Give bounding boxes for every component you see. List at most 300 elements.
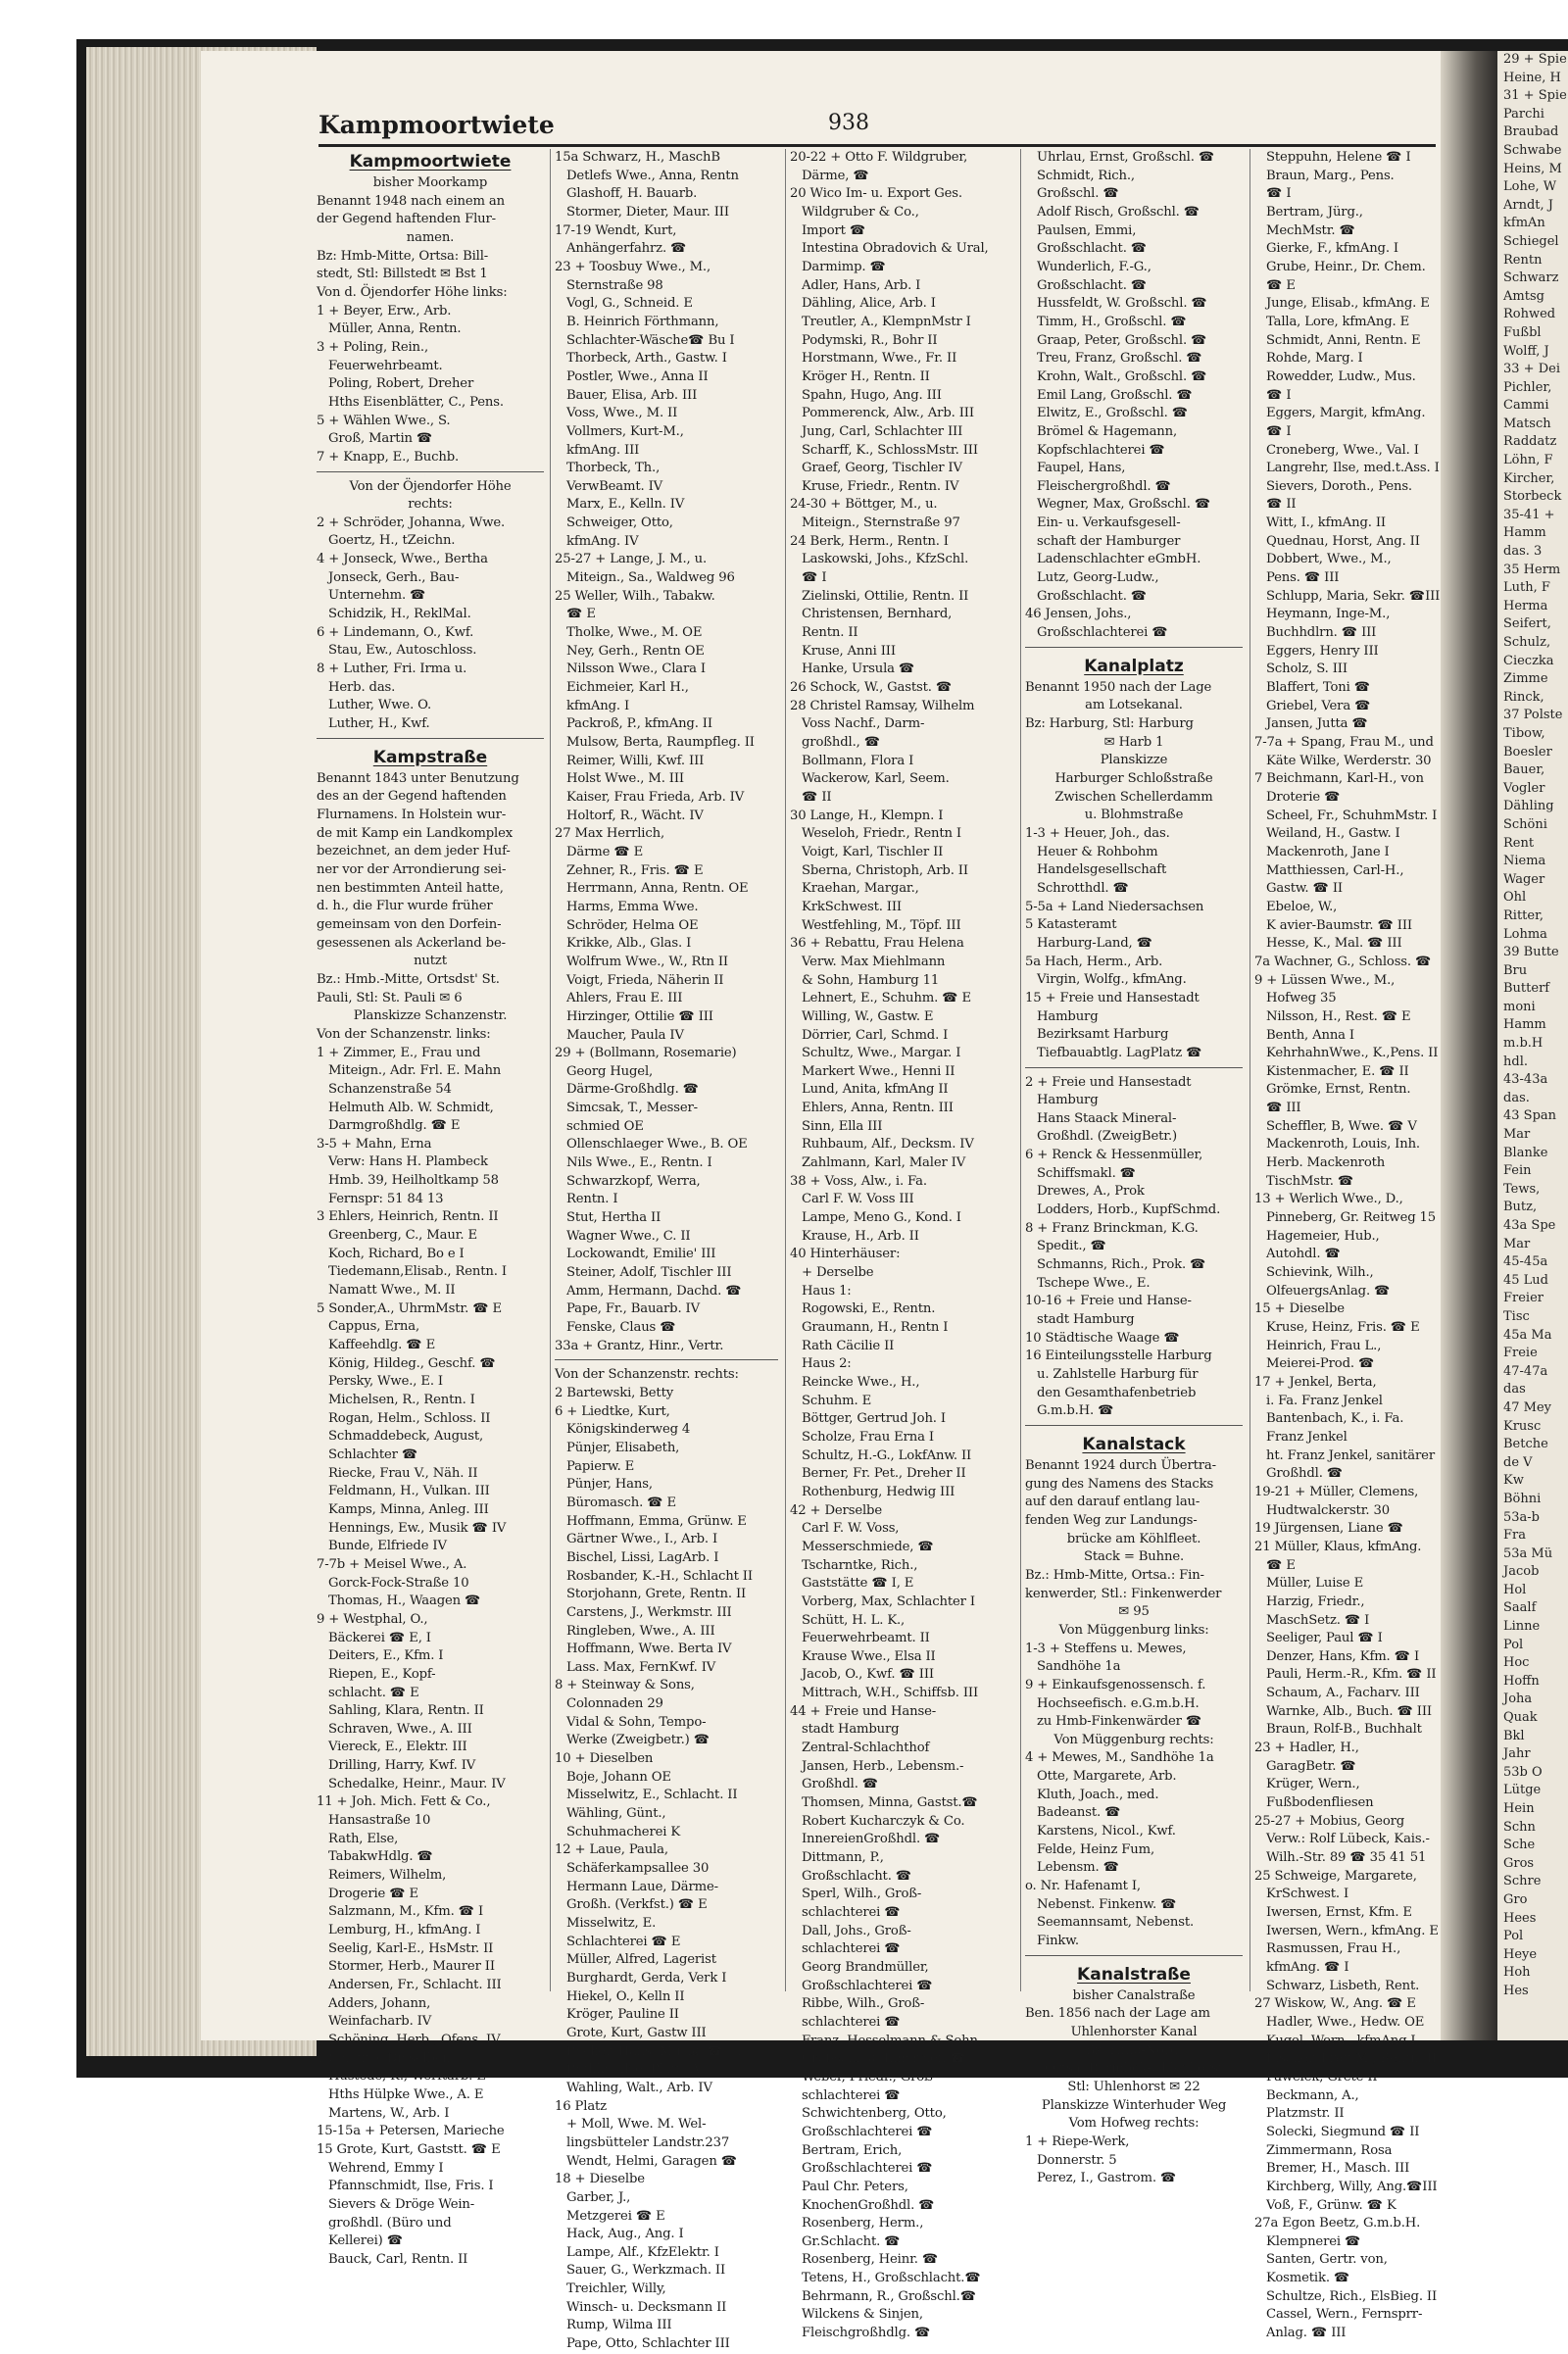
directory-line: Messerschmiede, ☎ bbox=[802, 1539, 934, 1554]
directory-line: Bäckerei ☎ E, I bbox=[328, 1630, 431, 1645]
directory-line: 8 + Franz Brinckman, K.G. bbox=[1025, 1220, 1199, 1236]
directory-line: 42 + Derselbe bbox=[790, 1502, 882, 1518]
facing-page-line: Blanke bbox=[1503, 1145, 1548, 1160]
directory-line: Treu, Franz, Großschl. ☎ bbox=[1037, 351, 1202, 367]
facing-page-line: 45a Ma bbox=[1503, 1327, 1552, 1343]
directory-line: 46 Jensen, Johs., bbox=[1025, 607, 1132, 622]
directory-line: Rasmussen, Frau H., bbox=[1266, 1941, 1401, 1957]
directory-line: Sberna, Christoph, Arb. II bbox=[802, 862, 968, 878]
facing-page-line: 35-41 + bbox=[1503, 507, 1555, 522]
directory-line: Flurnamens. In Holstein wur- bbox=[317, 808, 507, 822]
directory-line: Storjohann, Grete, Rentn. II bbox=[566, 1587, 747, 1602]
directory-line: namen. bbox=[406, 229, 455, 245]
directory-line: Kugel, Wern., kfmAng I bbox=[1266, 2033, 1416, 2048]
directory-line: Weiland, H., Gastw. I bbox=[1266, 826, 1400, 842]
facing-page-line: Sche bbox=[1503, 1838, 1536, 1853]
directory-line: Schraven, Wwe., A. III bbox=[328, 1721, 472, 1737]
directory-line: 15a Schwarz, H., MaschB bbox=[555, 150, 720, 165]
directory-line: Luther, H., Kwf. bbox=[328, 716, 430, 732]
directory-line: Hmb. 39, Heilholtkamp 58 bbox=[328, 1173, 499, 1189]
directory-line: de mit Kamp ein Landkomplex bbox=[317, 825, 514, 841]
directory-line: Adler, Hans, Arb. I bbox=[802, 277, 921, 293]
facing-page-line: Arndt, J bbox=[1503, 197, 1553, 213]
directory-line: Brömel & Hagemann, bbox=[1037, 423, 1178, 439]
facing-page-line: Boesler bbox=[1503, 744, 1552, 760]
directory-line: Griebel, Vera ☎ bbox=[1266, 698, 1371, 713]
directory-line: bisher Moorkamp bbox=[372, 175, 488, 190]
directory-line: 17-19 Wendt, Kurt, bbox=[555, 222, 677, 238]
facing-page-line: Schwarz bbox=[1503, 270, 1559, 286]
directory-line: Wildgruber & Co., bbox=[802, 204, 919, 220]
directory-line: schmied OE bbox=[566, 1118, 644, 1134]
directory-line: Buchhdlrn. ☎ III bbox=[1266, 625, 1377, 641]
directory-line: Wackerow, Karl, Seem. bbox=[802, 771, 950, 787]
facing-page-line: Matsch bbox=[1503, 416, 1551, 431]
directory-line: Thorbeck, Th., bbox=[566, 461, 661, 476]
directory-line: Boje, Johann OE bbox=[566, 1769, 671, 1785]
directory-line: Großhdl. ☎ bbox=[1266, 1466, 1344, 1482]
directory-line: Witt, I., kfmAng. II bbox=[1266, 515, 1386, 531]
directory-line: Därme-Großhdlg. ☎ bbox=[566, 1082, 699, 1098]
directory-line: 1-3 + Steffens u. Mewes, bbox=[1025, 1641, 1187, 1656]
facing-page-line: Heins, M bbox=[1503, 161, 1562, 176]
directory-line: Sauer, G., Werkzmach. II bbox=[566, 2263, 726, 2279]
directory-line: 13 + Werlich Wwe., D., bbox=[1254, 1192, 1403, 1207]
facing-page-line: 45 Lud bbox=[1503, 1272, 1549, 1288]
directory-line: 27 Wiskow, W., Ang. ☎ E bbox=[1254, 1996, 1416, 2012]
directory-line: 33a + Grantz, Hinr., Vertr. bbox=[555, 1338, 724, 1353]
directory-line: Rath Cäcilie II bbox=[802, 1338, 895, 1353]
directory-line: Zwischen Schellerdamm bbox=[1054, 789, 1213, 805]
directory-line: großhdl. (Büro und bbox=[328, 2215, 452, 2231]
directory-line: Graumann, H., Rentn I bbox=[802, 1320, 949, 1335]
directory-line: Großschlacht. ☎ bbox=[802, 1868, 912, 1884]
directory-line: Bz: Harburg, Stl: Harburg bbox=[1025, 716, 1194, 732]
directory-line: Colonnaden 29 bbox=[566, 1696, 663, 1712]
directory-line: u. Zahlstelle Harburg für bbox=[1037, 1367, 1199, 1382]
directory-line: 2 Bartewski, Betty bbox=[555, 1385, 674, 1400]
facing-page-line: Fra bbox=[1503, 1528, 1526, 1544]
directory-line: Pfannschmidt, Ilse, Fris. I bbox=[328, 2179, 494, 2194]
directory-line: 8 + Steinway & Sons, bbox=[555, 1678, 695, 1693]
directory-line: bisher Canalstraße bbox=[1072, 1987, 1196, 2003]
section-divider bbox=[1025, 1955, 1243, 1962]
directory-line: Riepen, E., Kopf- bbox=[328, 1666, 436, 1682]
directory-line: Seemannsamt, Nebenst. bbox=[1037, 1915, 1195, 1931]
directory-line: ☎ I bbox=[1266, 387, 1292, 403]
directory-line: Schultz, Wwe., Margar. I bbox=[802, 1046, 961, 1061]
facing-page-line: Storbeck bbox=[1503, 489, 1562, 505]
directory-line: Franz Jenkel bbox=[1266, 1429, 1348, 1445]
directory-line: Schmaddebeck, August, bbox=[328, 1429, 484, 1445]
directory-line: Tschepe Wwe., E. bbox=[1037, 1275, 1151, 1291]
directory-line: KrSchwest. I bbox=[1266, 1887, 1349, 1902]
directory-line: Luther, Wwe. O. bbox=[328, 698, 432, 713]
directory-line: Schmidt, Rich., bbox=[1037, 168, 1135, 183]
directory-line: König, Hildeg., Geschf. ☎ bbox=[328, 1355, 496, 1371]
directory-line: Thomsen, Minna, Gastst.☎ bbox=[802, 1795, 978, 1811]
directory-line: Ney, Gerh., Rentn OE bbox=[566, 643, 705, 659]
directory-line: Schultze, Rich., ElsBieg. II bbox=[1266, 2288, 1438, 2304]
directory-line: Schütt, H. L. K., bbox=[802, 1612, 906, 1628]
directory-line: Bz.: Hmb-Mitte, Ortsa.: Fin- bbox=[1025, 1567, 1204, 1583]
facing-page-line: Schulz, bbox=[1503, 635, 1551, 650]
directory-line: 9 + Westphal, O., bbox=[317, 1611, 428, 1627]
directory-line: 20-22 + Otto F. Wildgruber, bbox=[790, 150, 968, 165]
directory-line: Großschlacht. ☎ bbox=[1037, 277, 1148, 293]
directory-line: Cappus, Erna, bbox=[328, 1319, 420, 1335]
directory-line: Elwitz, E., Großschl. ☎ bbox=[1037, 406, 1188, 421]
section-divider bbox=[1025, 647, 1243, 654]
facing-page-line: Luth, F bbox=[1503, 580, 1550, 596]
directory-line: Helmuth Alb. W. Schmidt, bbox=[328, 1100, 494, 1115]
directory-line: 38 + Voss, Alw., i. Fa. bbox=[790, 1173, 927, 1189]
directory-line: Zehner, R., Fris. ☎ E bbox=[566, 862, 704, 878]
directory-line: ☎ II bbox=[1266, 497, 1297, 513]
directory-line: Wagner Wwe., C. II bbox=[566, 1228, 691, 1244]
street-heading: Kanalstack bbox=[1082, 1434, 1186, 1454]
directory-line: Harms, Emma Wwe. bbox=[566, 899, 699, 914]
directory-line: Sternstraße 98 bbox=[566, 277, 663, 293]
directory-line: Scheel, Fr., SchuhmMstr. I bbox=[1266, 808, 1438, 823]
directory-line: Iwersen, Wern., kfmAng. E bbox=[1266, 1923, 1439, 1938]
directory-line: Planskizze bbox=[1100, 753, 1168, 768]
directory-line: Metzgerei ☎ E bbox=[566, 2208, 665, 2224]
facing-page-line: moni bbox=[1503, 999, 1536, 1014]
directory-line: Grömke, Ernst, Rentn. bbox=[1266, 1082, 1411, 1098]
directory-line: Robert Kucharczyk & Co. bbox=[802, 1813, 965, 1829]
directory-line: Großschlacht. ☎ bbox=[1037, 588, 1148, 604]
directory-line: Rosenberg, Heinr. ☎ bbox=[802, 2252, 939, 2268]
facing-page-line: das bbox=[1503, 1382, 1526, 1398]
directory-line: Schuhmacherei K bbox=[566, 1824, 681, 1839]
directory-line: Nilsson, H., Rest. ☎ E bbox=[1266, 1008, 1411, 1024]
directory-line: Kluth, Joach., med. bbox=[1037, 1787, 1159, 1802]
directory-line: den Gesamthafenbetrieb bbox=[1037, 1385, 1197, 1400]
directory-line: gemeinsam von den Dorfein- bbox=[317, 916, 502, 932]
directory-line: Import ☎ bbox=[802, 222, 866, 238]
directory-line: 5a Hach, Herm., Arb. bbox=[1025, 954, 1163, 969]
directory-line: Stl: Uhlenhorst ✉ 22 bbox=[1067, 2079, 1200, 2094]
facing-page-line: Schn bbox=[1503, 1819, 1536, 1835]
directory-line: Thorbeck, Arth., Gastw. I bbox=[566, 351, 727, 367]
directory-line: rechts: bbox=[408, 497, 453, 513]
directory-line: Unternehm. ☎ bbox=[328, 588, 426, 604]
directory-line: Scheffler, B, Wwe. ☎ V bbox=[1266, 1118, 1417, 1134]
directory-line: 7a Wachner, G., Schloss. ☎ bbox=[1254, 954, 1432, 969]
directory-line: Willing, W., Gastw. E bbox=[802, 1008, 934, 1024]
facing-page-line: Fein bbox=[1503, 1163, 1532, 1179]
directory-line: des an der Gegend haftenden bbox=[317, 789, 507, 805]
directory-line: ☎ I bbox=[1266, 423, 1292, 439]
directory-line: Dall, Johs., Groß- bbox=[802, 1923, 911, 1938]
directory-line: Rath, Else, bbox=[328, 1831, 399, 1846]
directory-line: Mulsow, Berta, Raumpfleg. II bbox=[566, 735, 755, 750]
directory-line: Großschlachterei ☎ bbox=[802, 2124, 933, 2139]
facing-page-line: Lohma bbox=[1503, 926, 1547, 942]
directory-line: Poling, Robert, Dreher bbox=[328, 376, 474, 392]
facing-page-line: Bru bbox=[1503, 962, 1528, 978]
facing-page-line: Lütge bbox=[1503, 1783, 1542, 1798]
facing-page-line: Rinck, bbox=[1503, 689, 1544, 705]
facing-page-line: Krusc bbox=[1503, 1418, 1542, 1434]
directory-line: 4 + Jonseck, Wwe., Bertha bbox=[317, 552, 488, 567]
directory-line: 21 Müller, Klaus, kfmAng. bbox=[1254, 1539, 1422, 1554]
section-divider bbox=[317, 738, 544, 745]
directory-line: Herrmann, Anna, Rentn. OE bbox=[566, 881, 749, 897]
facing-page-line: Wager bbox=[1503, 871, 1545, 887]
directory-line: Kruse, Friedr., Rentn. IV bbox=[802, 478, 959, 494]
directory-line: Miteign., Sa., Waldweg 96 bbox=[566, 570, 735, 586]
facing-page-line: Löhn, F bbox=[1503, 453, 1553, 468]
directory-line: Ein- u. Verkaufsgesell- bbox=[1037, 515, 1181, 531]
directory-line: schlachterei ☎ bbox=[802, 1941, 901, 1957]
street-heading: Kanalplatz bbox=[1084, 656, 1184, 676]
directory-line: Von d. Öjendorfer Höhe links: bbox=[317, 284, 508, 300]
directory-line: OlfeuergsAnlag. ☎ bbox=[1266, 1283, 1391, 1299]
directory-line: Drewes, A., Prok bbox=[1037, 1184, 1145, 1200]
book-gutter bbox=[1441, 51, 1499, 2040]
directory-line: Cassel, Wern., Fernsprr- bbox=[1266, 2307, 1423, 2323]
facing-page-line: Seifert, bbox=[1503, 616, 1551, 632]
directory-line: Thomas, H., Waagen ☎ bbox=[328, 1594, 481, 1609]
directory-line: Kellerei) ☎ bbox=[328, 2233, 403, 2249]
facing-page-line: Quak bbox=[1503, 1710, 1538, 1726]
directory-line: 11 + Joh. Mich. Fett & Co., bbox=[317, 1794, 491, 1810]
directory-line: Kröger H., Rentn. II bbox=[802, 368, 930, 384]
directory-line: Krikke, Alb., Glas. I bbox=[566, 936, 692, 952]
directory-line: Voss, Wwe., M. II bbox=[566, 406, 678, 421]
directory-line: Behrmann, R., Großschl.☎ bbox=[802, 2288, 977, 2304]
directory-line: KnochenGroßhdl. ☎ bbox=[802, 2197, 935, 2213]
directory-line: Voß, F., Grünw. ☎ K bbox=[1266, 2197, 1396, 2213]
directory-line: Solecki, Siegmund ☎ II bbox=[1266, 2124, 1420, 2139]
directory-line: Horstmann, Wwe., Fr. II bbox=[802, 351, 957, 367]
running-head bbox=[318, 105, 1436, 147]
directory-line: Hths Hülpke Wwe., A. E bbox=[328, 2086, 484, 2102]
directory-line: GaragBetr. ☎ bbox=[1266, 1758, 1356, 1774]
directory-line: Glashoff, H. Bauarb. bbox=[566, 186, 698, 202]
directory-line: Pauli, Herm.-R., Kfm. ☎ II bbox=[1266, 1667, 1437, 1683]
directory-line: Stau, Ew., Autoschloss. bbox=[328, 643, 477, 659]
directory-line: Schedalke, Heinr., Maur. IV bbox=[328, 1776, 506, 1791]
directory-line: Vogl, G., Schneid. E bbox=[566, 296, 693, 312]
street-heading: Kanalstraße bbox=[1077, 1964, 1191, 1985]
facing-page-line: m.b.H bbox=[1503, 1036, 1544, 1052]
directory-line: Dobbert, Wwe., M., bbox=[1266, 552, 1392, 567]
directory-line: Herb. das. bbox=[328, 679, 396, 695]
directory-line: Schlupp, Maria, Sekr. ☎III bbox=[1266, 588, 1441, 604]
directory-line: Tscharntke, Rich., bbox=[802, 1557, 918, 1573]
directory-line: Rogowski, E., Rentn. bbox=[802, 1301, 936, 1317]
directory-line: Holst Wwe., M. III bbox=[566, 771, 684, 787]
directory-line: Seeliger, Paul ☎ I bbox=[1266, 1631, 1383, 1646]
directory-line: Kröger, Pauline II bbox=[566, 2007, 679, 2023]
directory-line: Krohn, Walt., Großschl. ☎ bbox=[1037, 368, 1207, 384]
directory-line: 36 + Rebattu, Frau Helena bbox=[790, 936, 964, 952]
directory-line: kfmAng. ☎ I bbox=[1266, 1959, 1349, 1975]
directory-line: Hagemeier, Hub., bbox=[1266, 1228, 1380, 1244]
facing-page-line: Mar bbox=[1503, 1127, 1531, 1143]
directory-line: 9 + Lüssen Wwe., M., bbox=[1254, 972, 1396, 988]
directory-line: Planskizze Winterhuder Weg bbox=[1041, 2097, 1227, 2113]
directory-line: am Lotsekanal. bbox=[1085, 698, 1183, 713]
directory-line: Benannt 1950 nach der Lage bbox=[1025, 679, 1212, 695]
directory-line: 7 Beichmann, Karl-H., von bbox=[1254, 771, 1424, 787]
directory-line: 15 + Freie und Hansestadt bbox=[1025, 990, 1200, 1005]
directory-line: Markert Wwe., Henni II bbox=[802, 1063, 956, 1079]
directory-line: 5 + Wählen Wwe., S. bbox=[317, 413, 451, 428]
directory-line: Graef, Georg, Tischler IV bbox=[802, 461, 962, 476]
directory-line: Därme, ☎ bbox=[802, 168, 869, 183]
column-1 bbox=[317, 149, 544, 2267]
directory-line: 29 + (Bollmann, Rosemarie) bbox=[555, 1046, 737, 1061]
directory-line: 26 Schock, W., Gastst. ☎ bbox=[790, 680, 953, 696]
directory-line: brücke am Köhlfleet. bbox=[1066, 1531, 1201, 1546]
directory-line: Schlachterei ☎ E bbox=[566, 1934, 681, 1949]
directory-line: Stack = Buhne. bbox=[1083, 1549, 1185, 1565]
directory-line: Scharff, K., SchlossMstr. III bbox=[802, 442, 978, 458]
directory-line: Wähling, Günt., bbox=[566, 1806, 666, 1822]
directory-line: Bremer, H., Masch. III bbox=[1266, 2161, 1410, 2177]
directory-line: Paulsen, Emmi, bbox=[1037, 222, 1137, 238]
directory-line: Simcsak, T., Messer- bbox=[566, 1101, 698, 1116]
section-divider bbox=[555, 1359, 778, 1366]
directory-line: Tholke, Wwe., M. OE bbox=[566, 625, 703, 641]
directory-line: Reincke Wwe., H., bbox=[802, 1374, 920, 1390]
directory-line: Därme ☎ E bbox=[566, 844, 644, 859]
directory-line: Nebenst. Finkenw. ☎ bbox=[1037, 1896, 1177, 1912]
directory-line: Pünjer, Elisabeth, bbox=[566, 1440, 680, 1455]
directory-line: gung des Namens des Stacks bbox=[1025, 1476, 1214, 1492]
facing-page-line: das. 3 bbox=[1503, 544, 1543, 560]
directory-line: der Gegend haftenden Flur- bbox=[317, 212, 496, 227]
facing-page-line: Cammi bbox=[1503, 398, 1549, 414]
directory-line: Marx, E., Kelln. IV bbox=[566, 497, 685, 513]
facing-page-line: 53b O bbox=[1503, 1764, 1543, 1780]
directory-line: Eggers, Margit, kfmAng. bbox=[1266, 406, 1426, 421]
directory-line: Finkw. bbox=[1037, 1934, 1079, 1949]
directory-line: Krüger, Wern., bbox=[1266, 1777, 1360, 1792]
facing-page-line: Kw bbox=[1503, 1473, 1524, 1489]
directory-line: TabakwHdlg. ☎ bbox=[328, 1849, 433, 1865]
directory-line: Koch, Richard, Bo e I bbox=[328, 1246, 465, 1261]
directory-line: schlachterei ☎ bbox=[802, 1905, 901, 1920]
directory-line: o. Nr. Hafenamt I, bbox=[1025, 1879, 1141, 1894]
directory-line: Tiedemann,Elisab., Rentn. I bbox=[328, 1264, 507, 1280]
directory-line: Carl F. W. Voss III bbox=[802, 1192, 914, 1207]
directory-line: Felde, Heinz Fum, bbox=[1037, 1841, 1155, 1857]
directory-line: Kruse, Heinz, Fris. ☎ E bbox=[1266, 1320, 1420, 1335]
directory-line: MaschSetz. ☎ I bbox=[1266, 1612, 1370, 1628]
directory-line: Reimers, Wilhelm, bbox=[328, 1868, 447, 1884]
facing-page-line: Hamm bbox=[1503, 525, 1546, 541]
facing-page-line: Hees bbox=[1503, 1910, 1537, 1926]
directory-line: schaft der Hamburger bbox=[1037, 533, 1181, 549]
section-divider bbox=[317, 471, 544, 478]
directory-line: Stormer, Dieter, Maur. III bbox=[566, 204, 729, 220]
directory-line: Heinrich, Frau L., bbox=[1266, 1338, 1382, 1353]
directory-line: Ribbe, Wilh., Groß- bbox=[802, 1996, 925, 2012]
directory-line: Hths Eisenblätter, C., Pens. bbox=[328, 394, 504, 410]
directory-line: Schlachter ☎ bbox=[328, 1447, 418, 1462]
directory-line: Matthiessen, Carl-H., bbox=[1266, 862, 1404, 878]
directory-line: Paul Chr. Peters, bbox=[802, 2179, 908, 2194]
directory-line: Wegner, Max, Großschl. ☎ bbox=[1037, 497, 1211, 513]
directory-line: Käte Wilke, Werderstr. 30 bbox=[1266, 753, 1432, 768]
directory-line: Hochseefisch. e.G.m.b.H. bbox=[1037, 1695, 1200, 1711]
directory-line: Großschlacht. ☎ bbox=[1037, 241, 1148, 257]
directory-line: Hennings, Ew., Musik ☎ IV bbox=[328, 1520, 507, 1536]
directory-line: Pawelek, Grete II bbox=[1266, 2069, 1378, 2084]
directory-line: Karstens, Nicol., Kwf. bbox=[1037, 1824, 1176, 1839]
directory-line: Bezirksamt Harburg bbox=[1037, 1027, 1169, 1043]
directory-line: Christensen, Bernhard, bbox=[802, 607, 953, 622]
directory-line: Donnerstr. 5 bbox=[1037, 2152, 1117, 2168]
facing-page-line: Butterf bbox=[1503, 981, 1550, 997]
facing-page-line: 29 + Spie bbox=[1503, 52, 1567, 67]
directory-line: 1 + Riepe-Werk, bbox=[1025, 2133, 1130, 2149]
directory-line: Sperl, Wilh., Groß- bbox=[802, 1887, 922, 1902]
directory-line: Hustede, K., Werftarb. E bbox=[328, 2069, 486, 2084]
directory-line: kfmAng. III bbox=[566, 442, 640, 458]
directory-line: Zahlmann, Karl, Maler IV bbox=[802, 1155, 966, 1171]
directory-line: Scholze, Frau Erna I bbox=[802, 1429, 934, 1445]
directory-line: 4 + Mewes, M., Sandhöhe 1a bbox=[1025, 1750, 1214, 1766]
directory-line: 19 Jürgensen, Liane ☎ bbox=[1254, 1521, 1403, 1537]
directory-line: 8 + Luther, Fri. Irma u. bbox=[317, 662, 467, 677]
directory-line: Platzmstr. II bbox=[1266, 2106, 1345, 2122]
facing-page-line: Betche bbox=[1503, 1437, 1548, 1452]
directory-line: 28 Christel Ramsay, Wilhelm bbox=[790, 698, 975, 713]
facing-page-line: Heye bbox=[1503, 1946, 1538, 1962]
directory-line: Schäferkampsallee 30 bbox=[566, 1861, 710, 1877]
directory-line: Hirzinger, Ottilie ☎ III bbox=[566, 1008, 713, 1024]
directory-line: Blaffert, Toni ☎ bbox=[1266, 680, 1370, 696]
facing-page-line: Gro bbox=[1503, 1891, 1528, 1907]
directory-line: VerwBeamt. IV bbox=[566, 478, 663, 494]
facing-page-line: Cieczka bbox=[1503, 653, 1554, 668]
directory-line: Sahling, Klara, Rentn. II bbox=[328, 1703, 484, 1719]
facing-page-line: Hes bbox=[1503, 1983, 1529, 1998]
directory-line: Carstens, J., Werkmstr. III bbox=[566, 1604, 732, 1620]
directory-line: Heymann, Inge-M., bbox=[1266, 607, 1391, 622]
directory-line: Georg Hugel, bbox=[566, 1063, 654, 1079]
directory-line: 18 + Dieselbe bbox=[555, 2172, 645, 2187]
directory-line: 16 Einteilungsstelle Harburg bbox=[1025, 1349, 1212, 1364]
directory-line: Verw. Max Miehlmann bbox=[802, 954, 946, 969]
directory-line: Winsch- u. Decksmann II bbox=[566, 2299, 727, 2315]
directory-line: Ladenschlachter eGmbH. bbox=[1037, 552, 1201, 567]
directory-line: Schiffsmakl. ☎ bbox=[1037, 1165, 1136, 1181]
directory-line: Bethke, Ilse, Plätt. IV bbox=[566, 2062, 704, 2078]
directory-line: Von der Schanzenstr. rechts: bbox=[555, 1367, 739, 1383]
facing-page-line: kfmAn bbox=[1503, 216, 1545, 231]
directory-line: Bauer, Elisa, Arb. III bbox=[566, 387, 698, 403]
directory-line: Perez, I., Gastrom. ☎ bbox=[1037, 2171, 1177, 2186]
directory-line: Jung, Carl, Schlachter III bbox=[802, 423, 963, 439]
directory-line: stedt, Stl: Billstedt ✉ Bst 1 bbox=[317, 267, 488, 282]
directory-line: Bz: Hmb-Mitte, Ortsa: Bill- bbox=[317, 248, 489, 264]
directory-line: Jansen, Herb., Lebensm.- bbox=[802, 1758, 964, 1774]
facing-page-line: Tisc bbox=[1503, 1308, 1530, 1324]
directory-line: Georg Brandmüller, bbox=[802, 1959, 929, 1975]
directory-line: K avier-Baumstr. ☎ III bbox=[1266, 917, 1412, 933]
directory-line: Drogerie ☎ E bbox=[328, 1886, 419, 1901]
facing-page-line: Braubad bbox=[1503, 124, 1559, 140]
directory-line: u. Blohmstraße bbox=[1084, 808, 1184, 823]
facing-page-line: Fußbl bbox=[1503, 324, 1542, 340]
